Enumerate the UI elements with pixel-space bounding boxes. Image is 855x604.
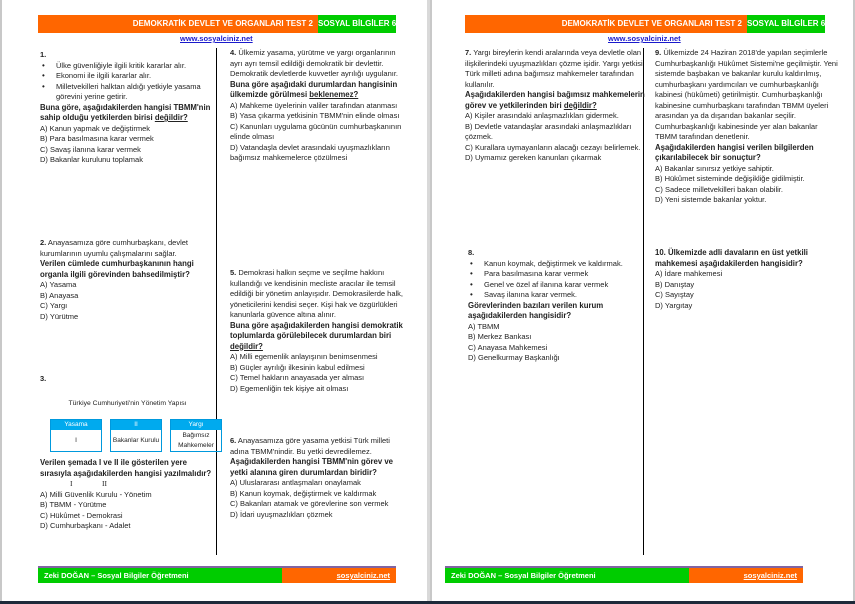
option-b[interactable]: B) Para basılmasına karar vermek bbox=[40, 134, 154, 143]
option-a[interactable]: A) TBMM bbox=[468, 321, 500, 331]
option-c[interactable]: C) Kurallara uymayanların alacağı cezayı belirlemek. bbox=[465, 142, 641, 152]
prompt-text: Buna göre aşağıdaki durumlardan hangisinin ülkemizde görülmesi bbox=[230, 79, 398, 99]
prompt-text: Buna göre aşağıdakilerden hangisi demokratik toplumlarda görülebilecek durumlardan biri bbox=[230, 320, 403, 340]
subject-label: SOSYAL BİLGİLER 6 bbox=[318, 15, 396, 33]
question-3 bbox=[40, 374, 215, 532]
prompt-emphasis: değildir? bbox=[154, 113, 188, 122]
question-number: 1. bbox=[40, 50, 47, 59]
option-c[interactable]: C) Anayasa Mahkemesi bbox=[468, 342, 548, 352]
question-6 bbox=[230, 436, 410, 520]
option-b[interactable]: B) Hükûmet sisteminde değişikliğe gidilmiştir. bbox=[655, 174, 805, 183]
question-prompt: Aşağıdakilerden hangisi TBMM'nin görev ve yetki alanına giren durumlardan biridir? bbox=[230, 457, 394, 477]
option-c[interactable]: C) Hükûmet - Demokrasi bbox=[40, 510, 123, 520]
option-c[interactable]: C) Yargı bbox=[40, 301, 68, 310]
question-2 bbox=[40, 238, 215, 322]
option-a[interactable]: A) Mahkeme üyelerinin valiler tarafından atanması bbox=[230, 100, 398, 110]
site-link[interactable]: www.sosyalciniz.net bbox=[608, 34, 681, 43]
option-d[interactable]: D) Egemenliğin tek kişiye ait olması bbox=[230, 383, 349, 393]
stem-text: Demokrasi halkın seçme ve seçilme hakkını kullandığı ve kendisinin mecliste aracılar ile temsil edildiği bir yönetim anlayışıdır. Demokrasilerde halk, yöneticilerini kendisi seçer. Kişi hak ve özgürlükleri kanunlarla güvence altına alınır. bbox=[230, 268, 403, 319]
footer-link[interactable]: sosyalciniz.net bbox=[282, 568, 396, 583]
option-c[interactable]: C) Sayıştay bbox=[655, 290, 694, 299]
option-d[interactable]: D) Genelkurmay Başkanlığı bbox=[468, 353, 560, 362]
test-title: DEMOKRATİK DEVLET VE ORGANLARI TEST 2 bbox=[465, 15, 747, 33]
question-8 bbox=[468, 248, 643, 364]
bullet-item: • Genel ve özel af ilanına karar vermek bbox=[484, 280, 643, 291]
option-a[interactable]: A) Milli Güvenlik Kurulu - Yönetim bbox=[40, 489, 152, 499]
option-c[interactable]: C) Kanunları uygulama gücünün cumhurbaşkanının elinde olması bbox=[230, 121, 402, 141]
option-b[interactable]: B) Anayasa bbox=[40, 290, 79, 300]
roman-two: II bbox=[102, 479, 107, 488]
question-stem bbox=[230, 268, 410, 321]
question-number: 6. bbox=[230, 436, 237, 445]
question-7 bbox=[465, 48, 645, 164]
question-prompt: Verilen şemada I ve II ile gösterilen yere sırasıyla aşağıdakilerden hangisi yazılmalıdır? bbox=[40, 458, 212, 478]
question-prompt bbox=[230, 80, 410, 101]
question-1 bbox=[40, 50, 215, 166]
question-number: 8. bbox=[468, 248, 475, 257]
option-d[interactable]: D) Yargıtay bbox=[655, 300, 693, 310]
option-d[interactable]: D) Bakanlar kurulunu toplamak bbox=[40, 155, 143, 164]
option-a[interactable]: A) Milli egemenlik anlayışının benimsenmesi bbox=[230, 352, 378, 361]
bullet-item: • Milletvekilleri halktan aldığı yetkiyle yasama görevini yerine getirir. bbox=[56, 82, 215, 103]
bullet-item: • Ülke güvenliğiyle ilgili kritik kararlar alır. bbox=[56, 61, 215, 72]
option-b[interactable]: B) Güçler ayrılığı ilkesinin kabul edilmesi bbox=[230, 362, 365, 372]
box-header: Yargı bbox=[171, 420, 221, 430]
page-footer bbox=[445, 566, 803, 583]
question-number: 7. bbox=[465, 48, 472, 57]
stem-text: Ülkemiz yasama, yürütme ve yargı organlarının ayrı ayrı temsil edildiği demokratik bir devlettir. Demokratik devletlerde kuvvetler ayrılığı uygulanır. bbox=[230, 48, 398, 78]
option-a[interactable]: A) Kanun yapmak ve değiştirmek bbox=[40, 123, 151, 133]
question-stem bbox=[465, 48, 645, 90]
bullet-item: • Kanun koymak, değiştirmek ve kaldırmak. bbox=[484, 259, 643, 270]
bullet-list bbox=[468, 259, 643, 301]
question-prompt: Görevlerinden bazıları verilen kurum aşağıdakilerden hangisidir? bbox=[468, 300, 604, 320]
page-right bbox=[430, 0, 855, 601]
scheme-box-legislative bbox=[50, 419, 102, 452]
page-header bbox=[38, 15, 396, 33]
subject-label: SOSYAL BİLGİLER 6 bbox=[747, 15, 825, 33]
option-b[interactable]: B) Yasa çıkarma yetkisinin TBMM'nin elinde olması bbox=[230, 111, 400, 120]
question-stem bbox=[230, 48, 410, 80]
option-a[interactable]: A) Bakanlar sınırsız yetkiye sahiptir. bbox=[655, 163, 774, 173]
option-d[interactable]: D) İdari uyuşmazlıkları çözmek bbox=[230, 509, 333, 519]
government-scheme bbox=[50, 419, 222, 452]
option-c[interactable]: C) Bakanları atamak ve görevlerine son vermek bbox=[230, 499, 389, 508]
box-body: I bbox=[75, 436, 77, 444]
prompt-emphasis: değildir? bbox=[563, 100, 597, 110]
stem-text: Ülkemizde 24 Haziran 2018'de yapılan seçimlerle Cumhurbaşkanlığı Hükûmet Sistemi'ne geçilmiştir. Yeni sistemde başbakan ve bakanlar kurulu kaldırılmış, cumhurbaşkanı yardımcıları ve cumhurbaşkanlığı kabinesi (hükûmeti) getirilmiştir. Cumhurbaşkanlığı kabinesine cumhurbaşkanı tarafından TBMM üyeleri arasından ya da dışarıdan bakanlar seçilir. Cumhurbaşkanlığı kabinesinde yer alan bakanlar TBMM tarafından denetlenir. bbox=[655, 48, 838, 141]
question-prompt: Aşağıdakilerden hangisi verilen bilgilerden çıkarılabilecek bir sonuçtur? bbox=[655, 142, 814, 162]
scheme-box-executive bbox=[110, 419, 162, 452]
option-c[interactable]: C) Savaş ilanına karar vermek bbox=[40, 144, 141, 154]
option-c[interactable]: C) Temel hakların anayasada yer alması bbox=[230, 373, 365, 382]
stem-text: Anayasamıza göre yasama yetkisi Türk milleti adına TBMM'nindir. Bu yetki devredilemez. bbox=[230, 436, 390, 456]
question-number: 4. bbox=[230, 48, 237, 57]
option-c[interactable]: C) Sadece milletvekilleri bakan olabilir. bbox=[655, 184, 783, 194]
prompt-emphasis: beklenemez? bbox=[309, 90, 359, 99]
question-number: 3. bbox=[40, 374, 47, 383]
box-body: Bağımsız Mahkemeler bbox=[178, 432, 214, 449]
stem-text: Yargı bireylerin kendi aralarında veya devletle olan ilişkilerindeki uyuşmazlıkları çözme işidir. Yargı yetkisi Türk milleti adına bağımsız mahkemeler tarafından kullanılır. bbox=[465, 48, 643, 89]
question-stem bbox=[230, 436, 410, 457]
question-4 bbox=[230, 48, 410, 164]
page-footer bbox=[38, 566, 396, 583]
option-b[interactable]: B) Merkez Bankası bbox=[468, 332, 532, 341]
question-number: 10. bbox=[655, 248, 666, 257]
column-divider bbox=[216, 48, 217, 555]
stem-text: Anayasamıza göre cumhurbaşkanı, devlet kurumlarının uyumlu çalışmalarını sağlar. bbox=[40, 238, 189, 258]
question-10 bbox=[655, 248, 840, 311]
option-b[interactable]: B) Devletle vatandaşlar arasındaki anlaşmazlıkları çözmek. bbox=[465, 121, 632, 141]
question-prompt bbox=[230, 321, 410, 353]
author-name: Zeki DOĞAN – Sosyal Bilgiler Öğretmeni bbox=[38, 568, 282, 583]
question-prompt bbox=[655, 248, 840, 269]
bullet-item: • Para basılmasına karar vermek bbox=[484, 269, 643, 280]
question-prompt bbox=[465, 90, 645, 111]
option-a[interactable]: A) Kişiler arasındaki anlaşmazlıkları gidermek. bbox=[465, 111, 619, 120]
question-number: 5. bbox=[230, 268, 237, 277]
site-link[interactable]: www.sosyalciniz.net bbox=[180, 34, 253, 43]
option-a[interactable]: A) Yasama bbox=[40, 280, 77, 289]
author-name: Zeki DOĞAN – Sosyal Bilgiler Öğretmeni bbox=[445, 568, 689, 583]
option-d[interactable]: D) Vatandaşla devlet arasındaki uyuşmazlıkların bağımsız mahkemelerce çözülmesi bbox=[230, 142, 390, 162]
option-d[interactable]: D) Yeni sistemde bakanlar yoktur. bbox=[655, 195, 767, 204]
question-stem bbox=[655, 48, 840, 143]
question-stem bbox=[40, 238, 215, 259]
page-header bbox=[465, 15, 825, 33]
page-left bbox=[0, 0, 427, 601]
option-b[interactable]: B) TBMM - Yürütme bbox=[40, 500, 107, 509]
option-a[interactable]: A) Uluslararası antlaşmaları onaylamak bbox=[230, 478, 361, 487]
bullet-list bbox=[40, 61, 215, 103]
option-d[interactable]: D) Cumhurbaşkanı - Adalet bbox=[40, 521, 131, 530]
prompt-text: Ülkemizde adli davaların en üst yetkili mahkemesi aşağıdakilerden hangisidir? bbox=[655, 248, 808, 268]
question-number: 2. bbox=[40, 238, 47, 247]
option-d[interactable]: D) Uymamız gereken kanunları çıkarmak bbox=[465, 153, 602, 162]
option-a[interactable]: A) İdare mahkemesi bbox=[655, 269, 723, 278]
bullet-item: • Savaş ilanına karar vermek. bbox=[484, 290, 643, 301]
question-5 bbox=[230, 268, 410, 394]
box-body: Bakanlar Kurulu bbox=[112, 436, 160, 444]
prompt-text: Buna göre, aşağıdakilerden hangisi TBMM'nin sahip olduğu yetkilerden birisi bbox=[40, 102, 211, 122]
question-prompt: Verilen cümlede cumhurbaşkanının hangi organla ilgili görevinden bahsedilmiştir? bbox=[40, 259, 194, 279]
scheme-box-judiciary bbox=[170, 419, 222, 452]
option-b[interactable]: B) Danıştay bbox=[655, 279, 695, 289]
option-b[interactable]: B) Kanun koymak, değiştirmek ve kaldırmak bbox=[230, 488, 377, 498]
option-d[interactable]: D) Yürütme bbox=[40, 311, 79, 321]
question-prompt bbox=[40, 103, 215, 124]
bullet-item: • Ekonomi ile ilgili kararlar alır. bbox=[56, 71, 215, 82]
box-header: Yasama bbox=[51, 420, 101, 430]
roman-numerals bbox=[40, 479, 215, 490]
footer-link[interactable]: sosyalciniz.net bbox=[689, 568, 803, 583]
test-title: DEMOKRATİK DEVLET VE ORGANLARI TEST 2 bbox=[38, 15, 318, 33]
question-number: 9. bbox=[655, 48, 662, 57]
question-9 bbox=[655, 48, 840, 206]
scheme-title: Türkiye Cumhuriyeti'nin Yönetim Yapısı bbox=[68, 399, 187, 407]
box-header: II bbox=[111, 420, 161, 430]
roman-one: I bbox=[70, 479, 73, 488]
prompt-emphasis: değildir? bbox=[230, 341, 263, 351]
prompt-text: Aşağıdakilerden hangisi bağımsız mahkemelerin görev ve yetkilerinden biri bbox=[465, 90, 645, 110]
